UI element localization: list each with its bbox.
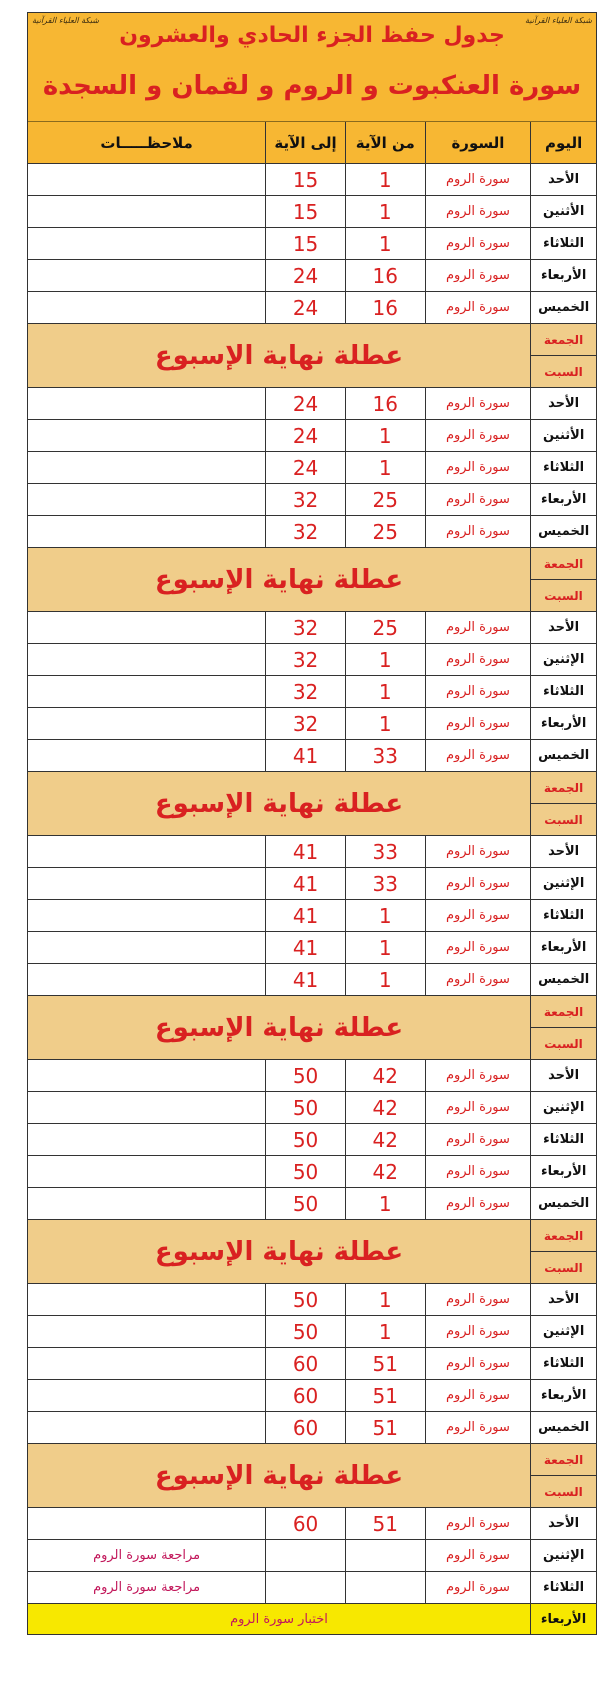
notes-cell — [28, 388, 265, 419]
sura-cell: سورة الروم — [425, 1284, 531, 1315]
table-row — [28, 932, 596, 964]
saturday-label: السبت — [531, 1027, 596, 1059]
table-row — [28, 484, 596, 516]
notes-cell — [28, 964, 265, 995]
notes-cell — [28, 420, 265, 451]
day-cell: الأربعاء — [530, 1380, 596, 1411]
to-ayah-cell: 24 — [265, 292, 345, 323]
sura-cell: سورة الروم — [425, 708, 531, 739]
weekend-days — [530, 996, 596, 1059]
day-cell: الأحد — [530, 164, 596, 195]
table-row — [28, 740, 596, 772]
saturday-label: السبت — [531, 579, 596, 611]
friday-label: الجمعة — [531, 996, 596, 1027]
to-ayah-cell — [265, 1572, 345, 1603]
from-ayah-cell: 33 — [345, 740, 425, 771]
table-row — [28, 964, 596, 996]
sura-cell: سورة الروم — [425, 644, 531, 675]
column-header-from: من الآية — [345, 122, 425, 163]
sura-cell: سورة الروم — [425, 164, 531, 195]
to-ayah-cell: 32 — [265, 676, 345, 707]
table-row — [28, 1156, 596, 1188]
to-ayah-cell — [265, 1540, 345, 1571]
from-ayah-cell: 51 — [345, 1380, 425, 1411]
from-ayah-cell — [345, 1540, 425, 1571]
from-ayah-cell: 1 — [345, 676, 425, 707]
notes-cell — [28, 228, 265, 259]
notes-cell — [28, 292, 265, 323]
day-cell: الخميس — [530, 740, 596, 771]
from-ayah-cell: 1 — [345, 420, 425, 451]
table-row — [28, 1508, 596, 1540]
day-cell: الخميس — [530, 1188, 596, 1219]
from-ayah-cell: 42 — [345, 1060, 425, 1091]
notes-cell — [28, 1412, 265, 1443]
day-cell: الإثنين — [530, 1540, 596, 1571]
table-row — [28, 452, 596, 484]
sura-cell: سورة الروم — [425, 932, 531, 963]
sheet-header — [28, 13, 596, 122]
notes-cell — [28, 676, 265, 707]
from-ayah-cell: 42 — [345, 1156, 425, 1187]
day-cell: الإثنين — [530, 868, 596, 899]
weekend-row — [28, 772, 596, 836]
from-ayah-cell: 1 — [345, 644, 425, 675]
sura-cell: سورة الروم — [425, 1572, 531, 1603]
to-ayah-cell: 15 — [265, 164, 345, 195]
from-ayah-cell: 51 — [345, 1348, 425, 1379]
column-header-sura: السورة — [425, 122, 531, 163]
sura-cell: سورة الروم — [425, 1412, 531, 1443]
to-ayah-cell: 24 — [265, 452, 345, 483]
table-row — [28, 836, 596, 868]
notes-cell — [28, 932, 265, 963]
from-ayah-cell: 25 — [345, 612, 425, 643]
to-ayah-cell: 60 — [265, 1412, 345, 1443]
weekend-holiday-text: عطلة نهاية الإسبوع — [28, 548, 530, 611]
day-cell: الأثنين — [530, 420, 596, 451]
day-cell: الأحد — [530, 612, 596, 643]
sura-cell: سورة الروم — [425, 388, 531, 419]
day-cell: الإثنين — [530, 644, 596, 675]
day-cell: الأربعاء — [530, 932, 596, 963]
weekend-row — [28, 324, 596, 388]
table-row — [28, 1380, 596, 1412]
sura-cell: سورة الروم — [425, 1380, 531, 1411]
day-cell: الأحد — [530, 1060, 596, 1091]
weekend-days — [530, 1444, 596, 1507]
sura-cell: سورة الروم — [425, 836, 531, 867]
from-ayah-cell: 42 — [345, 1124, 425, 1155]
from-ayah-cell: 25 — [345, 516, 425, 547]
to-ayah-cell: 50 — [265, 1156, 345, 1187]
to-ayah-cell: 41 — [265, 900, 345, 931]
notes-cell: مراجعة سورة الروم — [93, 1580, 201, 1595]
notes-cell: مراجعة سورة الروم — [93, 1548, 201, 1563]
column-header-notes: ملاحظـــــات — [28, 122, 265, 163]
to-ayah-cell: 41 — [265, 964, 345, 995]
weekend-row — [28, 1220, 596, 1284]
notes-cell — [28, 1508, 265, 1539]
saturday-label: السبت — [531, 355, 596, 387]
to-ayah-cell: 41 — [265, 932, 345, 963]
table-row — [28, 420, 596, 452]
from-ayah-cell: 33 — [345, 868, 425, 899]
brand-text-left: شبكة العلياء القرآنية — [32, 16, 99, 25]
to-ayah-cell: 24 — [265, 420, 345, 451]
from-ayah-cell: 42 — [345, 1092, 425, 1123]
notes-cell — [28, 1348, 265, 1379]
day-cell: الأحد — [530, 1284, 596, 1315]
sura-cell: سورة الروم — [425, 260, 531, 291]
notes-cell — [28, 1156, 265, 1187]
sura-cell: سورة الروم — [425, 612, 531, 643]
sura-cell: سورة الروم — [425, 1348, 531, 1379]
day-cell: الثلاثاء — [530, 1572, 596, 1603]
to-ayah-cell: 15 — [265, 196, 345, 227]
table-row — [28, 1572, 596, 1604]
notes-cell — [28, 164, 265, 195]
weekend-row — [28, 548, 596, 612]
friday-label: الجمعة — [531, 548, 596, 579]
table-row — [28, 228, 596, 260]
to-ayah-cell: 32 — [265, 612, 345, 643]
table-row — [28, 1412, 596, 1444]
to-ayah-cell: 24 — [265, 260, 345, 291]
weekend-row — [28, 1444, 596, 1508]
to-ayah-cell: 50 — [265, 1092, 345, 1123]
saturday-label: السبت — [531, 1251, 596, 1283]
table-row — [28, 292, 596, 324]
from-ayah-cell: 51 — [345, 1412, 425, 1443]
sura-cell: سورة الروم — [425, 516, 531, 547]
from-ayah-cell: 1 — [345, 708, 425, 739]
day-cell: الخميس — [530, 1412, 596, 1443]
day-cell: الثلاثاء — [530, 452, 596, 483]
table-row — [28, 1060, 596, 1092]
notes-cell — [28, 1380, 265, 1411]
sura-cell: سورة الروم — [425, 868, 531, 899]
to-ayah-cell: 50 — [265, 1284, 345, 1315]
table-row — [28, 900, 596, 932]
from-ayah-cell: 1 — [345, 1316, 425, 1347]
to-ayah-cell: 50 — [265, 1188, 345, 1219]
table-row — [28, 868, 596, 900]
to-ayah-cell: 24 — [265, 388, 345, 419]
sura-cell: سورة الروم — [425, 676, 531, 707]
from-ayah-cell: 1 — [345, 196, 425, 227]
sura-cell: سورة الروم — [425, 1316, 531, 1347]
day-cell: الثلاثاء — [530, 1124, 596, 1155]
notes-cell — [28, 484, 265, 515]
page-subtitle: سورة العنكبوت و الروم و لقمان و السجدة — [42, 71, 582, 101]
to-ayah-cell: 60 — [265, 1508, 345, 1539]
sura-cell: سورة الروم — [425, 484, 531, 515]
saturday-label: السبت — [531, 1475, 596, 1507]
table-row — [28, 1124, 596, 1156]
to-ayah-cell: 41 — [265, 740, 345, 771]
to-ayah-cell: 32 — [265, 644, 345, 675]
exam-text: اختبار سورة الروم — [28, 1604, 530, 1634]
table-row — [28, 388, 596, 420]
friday-label: الجمعة — [531, 324, 596, 355]
from-ayah-cell: 16 — [345, 260, 425, 291]
table-row — [28, 1540, 596, 1572]
notes-cell — [28, 612, 265, 643]
to-ayah-cell: 15 — [265, 228, 345, 259]
sura-cell: سورة الروم — [425, 740, 531, 771]
notes-cell — [28, 1060, 265, 1091]
weekend-holiday-text: عطلة نهاية الإسبوع — [28, 324, 530, 387]
to-ayah-cell: 50 — [265, 1124, 345, 1155]
notes-cell — [28, 260, 265, 291]
sura-cell: سورة الروم — [425, 1156, 531, 1187]
table-row — [28, 516, 596, 548]
notes-cell — [28, 1188, 265, 1219]
table-row — [28, 1284, 596, 1316]
column-header-day: اليوم — [530, 122, 596, 163]
day-cell: الأربعاء — [530, 484, 596, 515]
weekend-holiday-text: عطلة نهاية الإسبوع — [28, 772, 530, 835]
table-row — [28, 644, 596, 676]
page-title: جدول حفظ الجزء الحادي والعشرون — [119, 23, 505, 48]
to-ayah-cell: 41 — [265, 868, 345, 899]
weekend-days — [530, 772, 596, 835]
table-row — [28, 164, 596, 196]
from-ayah-cell: 51 — [345, 1508, 425, 1539]
sura-cell: سورة الروم — [425, 292, 531, 323]
sura-cell: سورة الروم — [425, 1124, 531, 1155]
sura-cell: سورة الروم — [425, 1060, 531, 1091]
friday-label: الجمعة — [531, 1444, 596, 1475]
to-ayah-cell: 41 — [265, 836, 345, 867]
to-ayah-cell: 32 — [265, 484, 345, 515]
table-row — [28, 676, 596, 708]
schedule-sheet — [27, 12, 597, 1635]
notes-cell — [28, 1092, 265, 1123]
weekend-row — [28, 996, 596, 1060]
notes-cell — [28, 1284, 265, 1315]
day-cell: الثلاثاء — [530, 900, 596, 931]
table-row — [28, 1092, 596, 1124]
to-ayah-cell: 60 — [265, 1380, 345, 1411]
schedule-table-body — [28, 164, 596, 1604]
to-ayah-cell: 32 — [265, 708, 345, 739]
weekend-holiday-text: عطلة نهاية الإسبوع — [28, 996, 530, 1059]
from-ayah-cell: 1 — [345, 452, 425, 483]
from-ayah-cell: 1 — [345, 932, 425, 963]
table-row — [28, 1348, 596, 1380]
friday-label: الجمعة — [531, 1220, 596, 1251]
notes-cell — [28, 1316, 265, 1347]
to-ayah-cell: 32 — [265, 516, 345, 547]
sura-cell: سورة الروم — [425, 1508, 531, 1539]
from-ayah-cell: 16 — [345, 388, 425, 419]
sura-cell: سورة الروم — [425, 420, 531, 451]
day-cell: الخميس — [530, 292, 596, 323]
day-cell: الإثنين — [530, 1316, 596, 1347]
notes-cell — [28, 836, 265, 867]
day-cell: الأربعاء — [530, 260, 596, 291]
to-ayah-cell: 60 — [265, 1348, 345, 1379]
weekend-days — [530, 548, 596, 611]
from-ayah-cell: 1 — [345, 164, 425, 195]
sura-cell: سورة الروم — [425, 196, 531, 227]
sura-cell: سورة الروم — [425, 1188, 531, 1219]
notes-cell — [28, 644, 265, 675]
sura-cell: سورة الروم — [425, 452, 531, 483]
notes-cell — [28, 868, 265, 899]
day-cell: الأحد — [530, 1508, 596, 1539]
from-ayah-cell: 16 — [345, 292, 425, 323]
from-ayah-cell: 33 — [345, 836, 425, 867]
sura-cell: سورة الروم — [425, 900, 531, 931]
table-row — [28, 196, 596, 228]
table-row — [28, 708, 596, 740]
from-ayah-cell: 1 — [345, 228, 425, 259]
exam-day: الأربعاء — [530, 1604, 596, 1634]
day-cell: الأربعاء — [530, 708, 596, 739]
day-cell: الأثنين — [530, 196, 596, 227]
sura-cell: سورة الروم — [425, 1092, 531, 1123]
sura-cell: سورة الروم — [425, 1540, 531, 1571]
notes-cell — [28, 1124, 265, 1155]
day-cell: الثلاثاء — [530, 1348, 596, 1379]
weekend-days — [530, 324, 596, 387]
notes-cell — [28, 196, 265, 227]
from-ayah-cell: 1 — [345, 1284, 425, 1315]
friday-label: الجمعة — [531, 772, 596, 803]
brand-text-right: شبكة العلياء القرآنية — [525, 16, 592, 25]
day-cell: الخميس — [530, 516, 596, 547]
day-cell: الأحد — [530, 836, 596, 867]
from-ayah-cell: 1 — [345, 964, 425, 995]
table-row — [28, 1316, 596, 1348]
notes-cell — [28, 900, 265, 931]
day-cell: الأربعاء — [530, 1156, 596, 1187]
day-cell: الثلاثاء — [530, 228, 596, 259]
to-ayah-cell: 50 — [265, 1316, 345, 1347]
exam-row — [28, 1604, 596, 1634]
day-cell: الإثنين — [530, 1092, 596, 1123]
notes-cell — [28, 740, 265, 771]
weekend-holiday-text: عطلة نهاية الإسبوع — [28, 1444, 530, 1507]
table-row — [28, 1188, 596, 1220]
day-cell: الثلاثاء — [530, 676, 596, 707]
from-ayah-cell — [345, 1572, 425, 1603]
sura-cell: سورة الروم — [425, 228, 531, 259]
weekend-days — [530, 1220, 596, 1283]
to-ayah-cell: 50 — [265, 1060, 345, 1091]
sura-cell: سورة الروم — [425, 964, 531, 995]
from-ayah-cell: 1 — [345, 1188, 425, 1219]
from-ayah-cell: 1 — [345, 900, 425, 931]
notes-cell — [28, 516, 265, 547]
table-header-row — [28, 122, 596, 164]
table-row — [28, 260, 596, 292]
from-ayah-cell: 25 — [345, 484, 425, 515]
notes-cell — [28, 452, 265, 483]
day-cell: الأحد — [530, 388, 596, 419]
column-header-to: إلى الآية — [265, 122, 345, 163]
weekend-holiday-text: عطلة نهاية الإسبوع — [28, 1220, 530, 1283]
saturday-label: السبت — [531, 803, 596, 835]
table-row — [28, 612, 596, 644]
day-cell: الخميس — [530, 964, 596, 995]
notes-cell — [28, 708, 265, 739]
